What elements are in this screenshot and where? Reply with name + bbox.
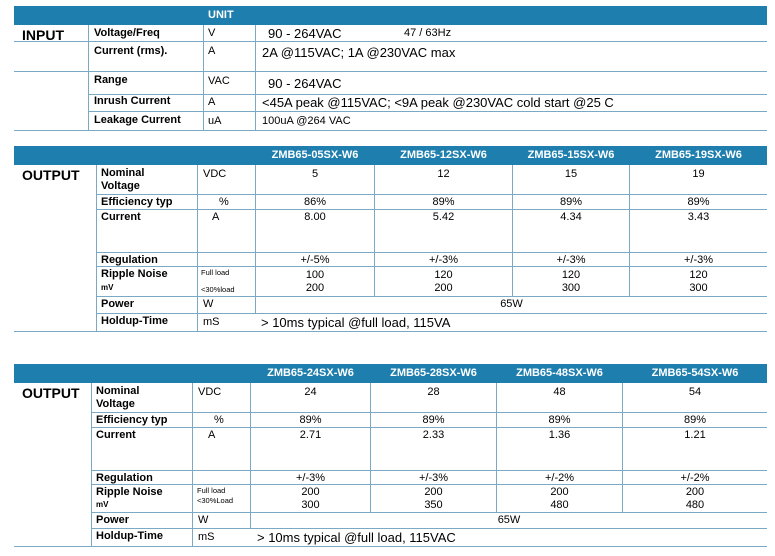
output1-label-nominal: Nominal [101, 167, 145, 179]
output1-row-divider [96, 296, 767, 297]
output2-current-value: 2.33 [422, 429, 445, 441]
input-col-divider [88, 25, 89, 130]
output2-model-header: ZMB65-54SX-W6 [651, 367, 739, 379]
output2-label-efficiency: Efficiency typ [96, 414, 168, 426]
output2-label-regulation: Regulation [96, 472, 153, 484]
output1-label-efficiency: Efficiency typ [101, 196, 173, 208]
output1-section-label: OUTPUT [22, 167, 80, 183]
output2-label-ripple: Ripple Noise [96, 486, 163, 498]
output2-label-nominal: Nominal [96, 385, 140, 397]
output1-ripple-full: 120 [434, 269, 453, 281]
output1-unit-full-load: Full load [201, 268, 230, 277]
output2-unit-efficiency: % [214, 414, 224, 426]
output1-unit-efficiency: % [219, 196, 229, 208]
output1-model-header: ZMB65-05SX-W6 [271, 149, 359, 161]
output1-label-regulation: Regulation [101, 254, 158, 266]
output1-row-divider [96, 313, 767, 314]
output1-label-voltage: Voltage [101, 180, 140, 192]
output1-ripple-low: 300 [689, 282, 708, 294]
input-value-current: 2A @115VAC; 1A @230VAC max [262, 45, 456, 60]
output1-regulation-value: +/-3% [683, 254, 714, 266]
output2-label-ripple-unit: mV [96, 500, 109, 509]
output1-model-header: ZMB65-12SX-W6 [400, 149, 487, 161]
output1-regulation-value: +/-5% [300, 254, 330, 266]
output2-ripple-full: 200 [301, 486, 320, 498]
output2-row-divider [91, 484, 767, 485]
output2-label-power: Power [96, 514, 130, 526]
input-label-current: Current (rms). [94, 45, 168, 57]
output2-model-header: ZMB65-28SX-W6 [390, 367, 477, 379]
output2-nominal-value: 28 [427, 386, 440, 398]
output1-regulation-value: +/-3% [428, 254, 459, 266]
output2-efficiency-value: 89% [422, 414, 445, 426]
input-value-inrush: <45A peak @115VAC; <9A peak @230VAC cold start @25 C [262, 95, 614, 110]
input-unit-current: A [208, 45, 216, 57]
output2-current-value: 1.21 [684, 429, 706, 441]
output1-ripple-low: 200 [305, 282, 325, 294]
output1-ripple-low: 200 [434, 282, 453, 294]
output1-label-ripple: Ripple Noise [101, 268, 168, 280]
output1-label-holdup: Holdup-Time [101, 315, 169, 327]
output1-nominal-value: 15 [564, 168, 578, 180]
input-section-label: INPUT [22, 27, 64, 43]
output2-nominal-value: 48 [553, 386, 566, 398]
output2-model-header: ZMB65-48SX-W6 [516, 367, 603, 379]
input-row-divider [14, 41, 767, 42]
output2-row-divider [14, 546, 767, 547]
output2-row-divider [91, 512, 767, 513]
output2-label-voltage: Voltage [96, 398, 135, 410]
output2-holdup-value: > 10ms typical @full load, 115VAC [257, 530, 456, 545]
input-unit-voltage-freq: V [208, 27, 216, 39]
output2-unit-low-load: <30%Load [197, 496, 234, 505]
input-row-divider [88, 111, 767, 112]
output1-unit-power: W [203, 298, 214, 310]
output1-col-divider [197, 165, 198, 331]
output1-ripple-full: 100 [305, 269, 325, 281]
output2-row-divider [91, 470, 767, 471]
input-row-divider [14, 71, 767, 72]
output1-row-divider [96, 194, 767, 195]
output2-row-divider [91, 412, 767, 413]
input-unit-inrush: A [208, 96, 216, 108]
input-value-frequency: 47 / 63Hz [404, 27, 452, 39]
output1-unit-current: A [212, 211, 220, 223]
output1-nominal-value: 12 [437, 168, 450, 180]
output1-ripple-low: 300 [561, 282, 581, 294]
output1-label-power: Power [101, 298, 135, 310]
input-row-divider [14, 130, 767, 131]
output1-current-value: 5.42 [432, 211, 455, 223]
output1-model-header: ZMB65-19SX-W6 [655, 149, 742, 161]
output1-unit-nominal: VDC [203, 168, 227, 180]
output1-efficiency-value: 89% [687, 196, 710, 208]
input-label-inrush: Inrush Current [94, 95, 171, 107]
output2-label-current: Current [96, 429, 136, 441]
output2-current-value: 2.71 [299, 429, 322, 441]
output2-efficiency-value: 89% [299, 414, 322, 426]
output2-current-value: 1.36 [548, 429, 571, 441]
output1-ripple-full: 120 [561, 269, 581, 281]
output2-row-divider [91, 427, 767, 428]
output2-nominal-value: 54 [688, 386, 702, 398]
output2-unit-full-load: Full load [197, 486, 226, 495]
output1-unit-holdup: mS [203, 316, 220, 328]
output2-unit-nominal: VDC [198, 386, 222, 398]
output1-label-current: Current [101, 211, 141, 223]
output1-efficiency-value: 89% [559, 196, 583, 208]
output1-row-divider [96, 252, 767, 253]
input-label-voltage-freq: Voltage/Freq [94, 27, 160, 39]
output2-col-divider [91, 383, 92, 546]
output1-efficiency-value: 86% [303, 196, 327, 208]
output2-model-header: ZMB65-24SX-W6 [267, 367, 354, 379]
output1-model-header: ZMB65-15SX-W6 [527, 149, 615, 161]
output1-unit-low-load: <30%load [201, 285, 235, 294]
output1-row-divider [96, 266, 767, 267]
input-header-bar [14, 6, 767, 25]
output2-ripple-full: 200 [685, 486, 705, 498]
output1-efficiency-value: 89% [432, 196, 455, 208]
input-label-range: Range [94, 74, 128, 86]
output1-ripple-full: 120 [689, 269, 708, 281]
output1-current-value: 4.34 [560, 211, 582, 223]
input-unit-range: VAC [208, 75, 230, 87]
output2-ripple-low: 350 [424, 499, 443, 511]
output2-ripple-low: 480 [685, 499, 705, 511]
input-col-divider [203, 25, 204, 130]
output2-regulation-value: +/-3% [295, 472, 326, 484]
output2-unit-power: W [198, 514, 209, 526]
output2-col-divider [192, 383, 193, 546]
output1-holdup-value: > 10ms typical @full load, 115VA [261, 315, 451, 330]
output2-power-value: 65W [497, 514, 521, 526]
output2-ripple-low: 300 [301, 499, 320, 511]
output1-row-divider [14, 331, 767, 332]
output1-power-value: 65W [500, 298, 523, 310]
output2-ripple-full: 200 [424, 486, 443, 498]
output2-section-label: OUTPUT [22, 385, 80, 401]
output2-nominal-value: 24 [304, 386, 317, 398]
output2-ripple-low: 480 [550, 499, 569, 511]
output2-label-holdup: Holdup-Time [96, 530, 164, 542]
output1-regulation-value: +/-3% [556, 254, 586, 266]
output1-nominal-value: 19 [692, 168, 705, 180]
output2-regulation-value: +/-2% [544, 472, 575, 484]
output2-efficiency-value: 89% [683, 414, 707, 426]
input-value-voltage-freq: 90 - 264VAC [268, 26, 342, 41]
input-col-divider [255, 25, 256, 130]
input-value-leakage: 100uA @264 VAC [262, 115, 351, 127]
output1-nominal-value: 5 [311, 168, 319, 180]
output2-unit-holdup: mS [198, 531, 215, 543]
output2-unit-current: A [208, 429, 216, 441]
output2-ripple-full: 200 [550, 486, 569, 498]
output1-row-divider [96, 209, 767, 210]
output2-regulation-value: +/-2% [680, 472, 710, 484]
output1-current-value: 3.43 [687, 211, 710, 223]
output1-label-ripple-unit: mV [101, 283, 114, 292]
output2-efficiency-value: 89% [548, 414, 571, 426]
input-unit-leakage: uA [208, 115, 222, 127]
input-label-leakage: Leakage Current [94, 114, 181, 126]
output1-col-divider [96, 165, 97, 331]
output2-row-divider [91, 528, 767, 529]
input-value-range: 90 - 264VAC [268, 76, 342, 91]
output2-regulation-value: +/-3% [418, 472, 449, 484]
unit-header: UNIT [208, 9, 234, 21]
output1-current-value: 8.00 [304, 211, 326, 223]
